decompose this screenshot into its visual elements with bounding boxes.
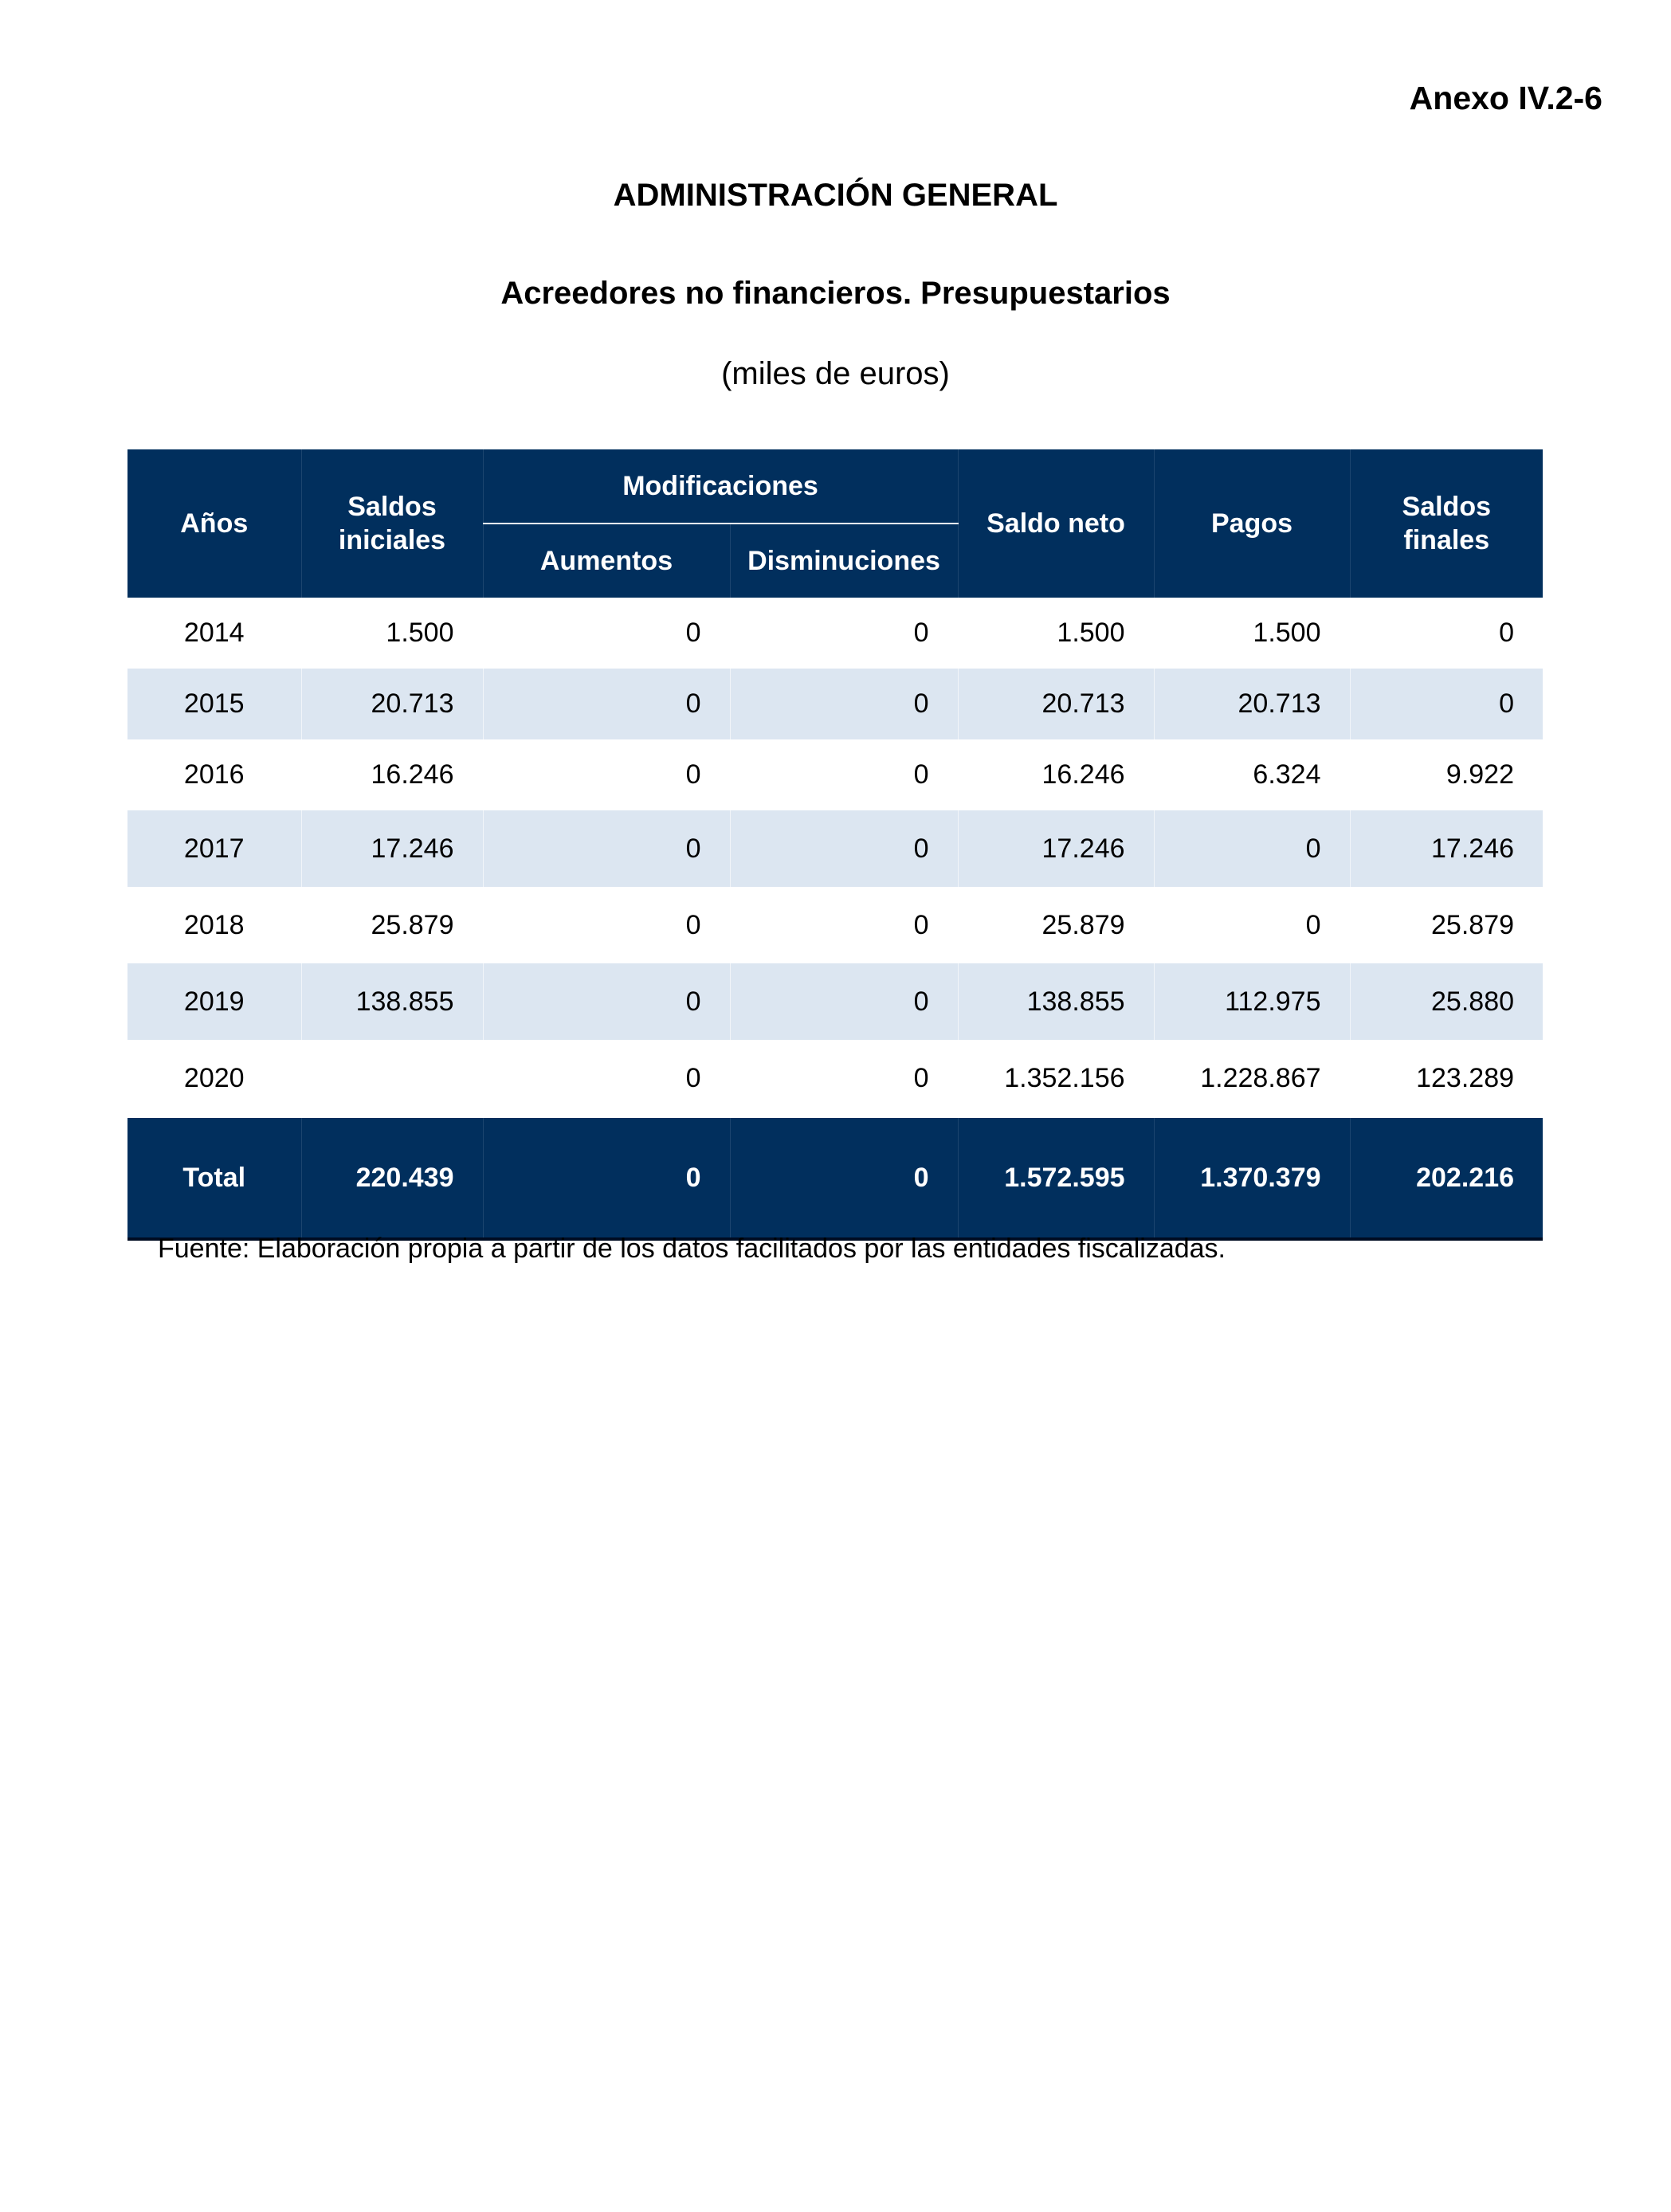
document-subtitle: Acreedores no financieros. Presupuestarios [500, 276, 1171, 311]
cell-initial: 16.246 [301, 739, 483, 810]
cell-payments: 20.713 [1154, 669, 1350, 739]
cell-increases: 0 [483, 810, 730, 887]
table-body [127, 598, 1543, 1117]
cell-initial: 20.713 [301, 669, 483, 739]
cell-final: 123.289 [1350, 1040, 1543, 1117]
cell-initial: 1.500 [301, 598, 483, 669]
document-title: ADMINISTRACIÓN GENERAL [613, 178, 1058, 213]
total-increases: 0 [483, 1117, 730, 1239]
cell-increases: 0 [483, 887, 730, 963]
cell-net: 20.713 [958, 669, 1154, 739]
table-row [127, 739, 1543, 810]
header-decreases: Disminuciones [730, 524, 958, 598]
table-row [127, 887, 1543, 963]
cell-net: 1.352.156 [958, 1040, 1154, 1117]
cell-increases: 0 [483, 1040, 730, 1117]
cell-decreases: 0 [730, 669, 958, 739]
table-row [127, 810, 1543, 887]
source-note: Fuente: Elaboración propia a partir de los datos facilitados por las entidades fiscalizadas. [158, 1233, 1226, 1264]
creditors-table [127, 449, 1543, 1241]
cell-initial: 17.246 [301, 810, 483, 887]
cell-final: 17.246 [1350, 810, 1543, 887]
cell-decreases: 0 [730, 739, 958, 810]
header-increases: Aumentos [483, 524, 730, 598]
cell-decreases: 0 [730, 963, 958, 1040]
header-modifications: Modificaciones [483, 449, 958, 524]
cell-final: 25.879 [1350, 887, 1543, 963]
cell-initial [301, 1040, 483, 1117]
cell-payments: 0 [1154, 887, 1350, 963]
cell-decreases: 0 [730, 887, 958, 963]
total-net: 1.572.595 [958, 1117, 1154, 1239]
cell-payments: 1.500 [1154, 598, 1350, 669]
cell-net: 25.879 [958, 887, 1154, 963]
cell-year: 2017 [127, 810, 301, 887]
annex-label: Anexo IV.2-6 [1409, 80, 1602, 116]
cell-decreases: 0 [730, 810, 958, 887]
cell-final: 25.880 [1350, 963, 1543, 1040]
cell-year: 2015 [127, 669, 301, 739]
table-row [127, 963, 1543, 1040]
cell-increases: 0 [483, 598, 730, 669]
header-initial-balances: Saldos iniciales [301, 449, 483, 598]
table-total-row [127, 1117, 1543, 1239]
cell-final: 0 [1350, 669, 1543, 739]
cell-initial: 138.855 [301, 963, 483, 1040]
cell-year: 2018 [183, 909, 245, 940]
cell-net: 16.246 [958, 739, 1154, 810]
cell-net: 17.246 [958, 810, 1154, 887]
total-final: 202.216 [1350, 1117, 1543, 1239]
cell-net: 138.855 [958, 963, 1154, 1040]
table-row [127, 1040, 1543, 1117]
table-header [127, 449, 1543, 598]
cell-year: 2016 [183, 759, 245, 790]
cell-decreases: 0 [730, 598, 958, 669]
cell-final: 0 [1350, 598, 1543, 669]
cell-payments: 0 [1154, 810, 1350, 887]
cell-year: 2019 [127, 963, 301, 1040]
cell-payments: 6.324 [1154, 739, 1350, 810]
cell-increases: 0 [483, 739, 730, 810]
cell-year: 2014 [183, 618, 245, 648]
header-years: Años [127, 449, 301, 598]
cell-year: 2020 [183, 1062, 245, 1093]
cell-payments: 112.975 [1154, 963, 1350, 1040]
cell-payments: 1.228.867 [1154, 1040, 1350, 1117]
header-payments: Pagos [1154, 449, 1350, 598]
cell-decreases: 0 [730, 1040, 958, 1117]
total-initial: 220.439 [301, 1117, 483, 1239]
cell-increases: 0 [483, 963, 730, 1040]
units-note: (miles de euros) [721, 356, 950, 391]
cell-final: 9.922 [1350, 739, 1543, 810]
header-net-balance: Saldo neto [958, 449, 1154, 598]
cell-initial: 25.879 [301, 887, 483, 963]
cell-net: 1.500 [958, 598, 1154, 669]
header-final-balances: Saldos finales [1350, 449, 1543, 598]
table-row [127, 598, 1543, 669]
total-label: Total [127, 1117, 301, 1239]
total-payments: 1.370.379 [1154, 1117, 1350, 1239]
cell-increases: 0 [483, 669, 730, 739]
total-decreases: 0 [730, 1117, 958, 1239]
table-row [127, 669, 1543, 739]
